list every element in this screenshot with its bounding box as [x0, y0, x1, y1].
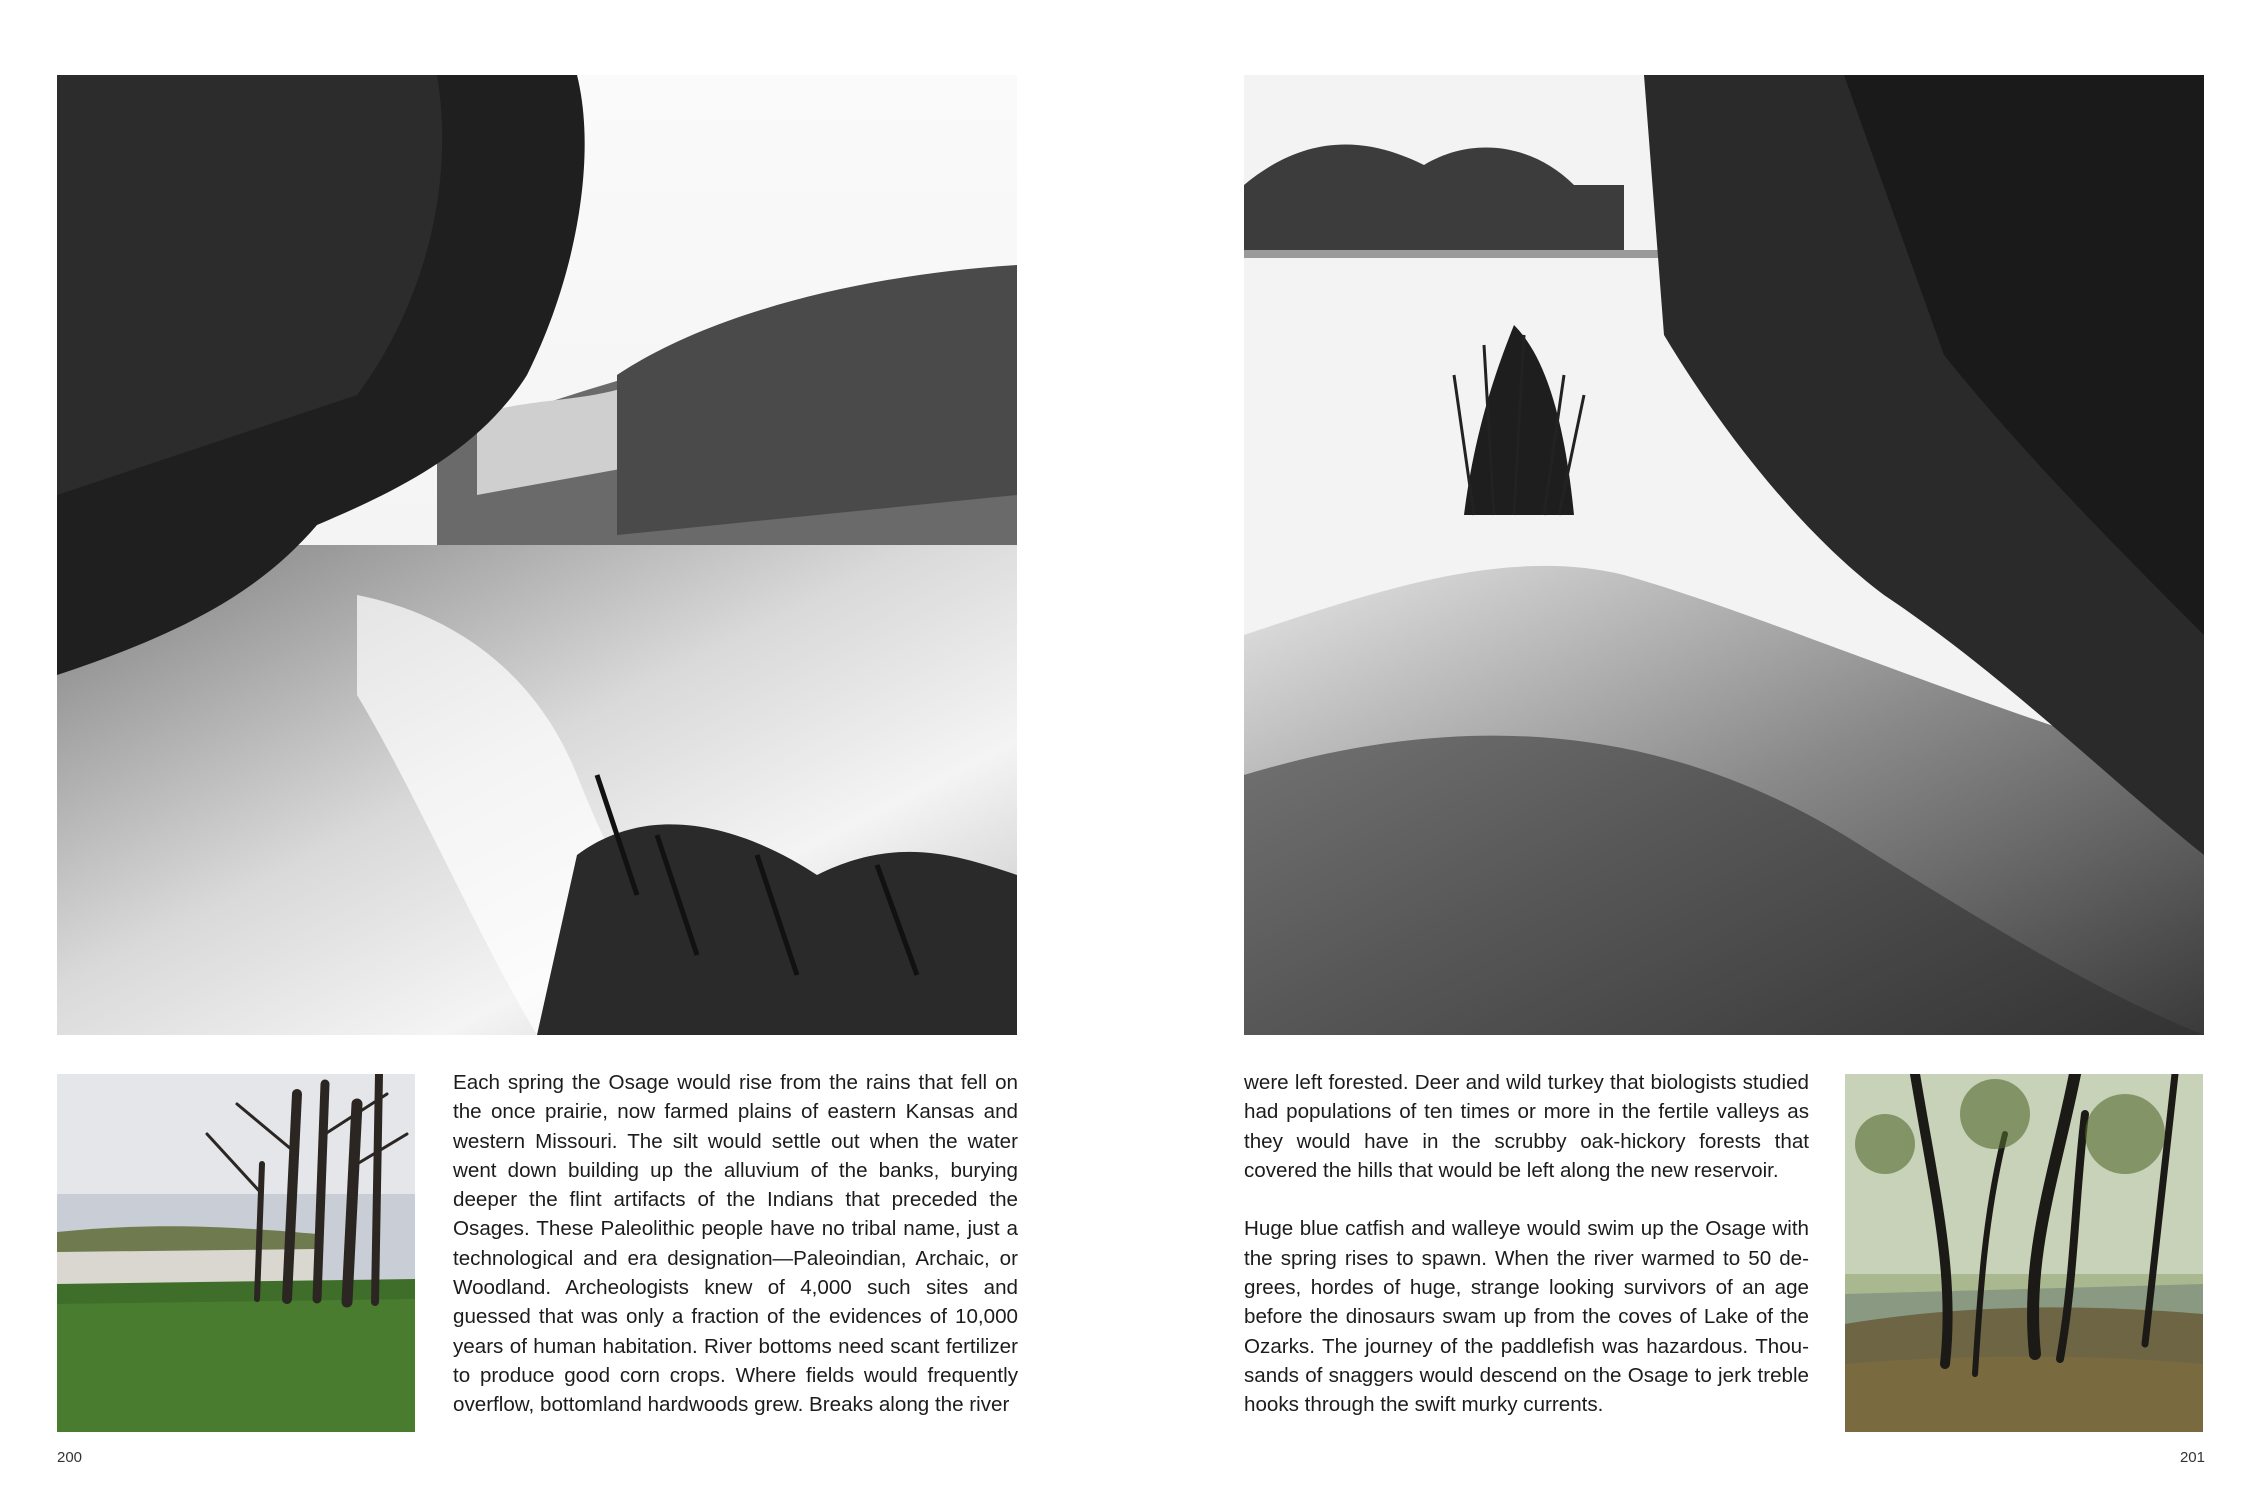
left-page-body-text: [453, 1068, 1018, 1420]
body-paragraph: Huge blue catfish and walleye would swim up the Osage with the spring rises to spawn. When the river warmed to 50 degrees, hordes of huge, strange looking survivors of an age before the dinosaurs swam up from the coves of Lake of the Ozarks. The journey of the paddlefish was hazardous. Thousands of snaggers would descend on the Osage to jerk treble hooks through the swift murky currents.: [1244, 1217, 1809, 1417]
photo-mudflat-grasses: [1244, 75, 2204, 1035]
page-number-right: 201: [2179, 1449, 2205, 1466]
photo-bluff-meadow: [57, 1074, 415, 1432]
right-page-body-text: [1244, 1068, 1809, 1420]
page-number-left: 200: [57, 1449, 83, 1466]
photo-river-bluffs: [57, 75, 1017, 1035]
body-paragraph: were left forested. Deer and wild turkey that biologists studied had populations of ten times or more in the fertile valleys as they would have in the scrubby oak-hickory forests that covered the hills that would be left along the new reservoir.: [1244, 1071, 1809, 1182]
photo-bottomland-forest: [1845, 1074, 2203, 1432]
body-paragraph: Each spring the Osage would rise from the rains that fell on the once prairie, now farmed plains of eastern Kansas and western Missouri. The silt would settle out when the water went down building up the alluvium of the banks, burying deeper the flint artifacts of the Indians that preceded the Osages. These Paleolithic people have no tribal name, just a technological and era designation—Paleoindian, Archaic, or Woodland. Archeologists knew of 4,000 such sites and guessed that was only a fraction of the evidences of 10,000 years of human habitation. River bottoms need scant fertilizer to produce good corn crops. Where fields would frequently overflow, bottomland hardwoods grew. Breaks along the river: [453, 1071, 1018, 1417]
